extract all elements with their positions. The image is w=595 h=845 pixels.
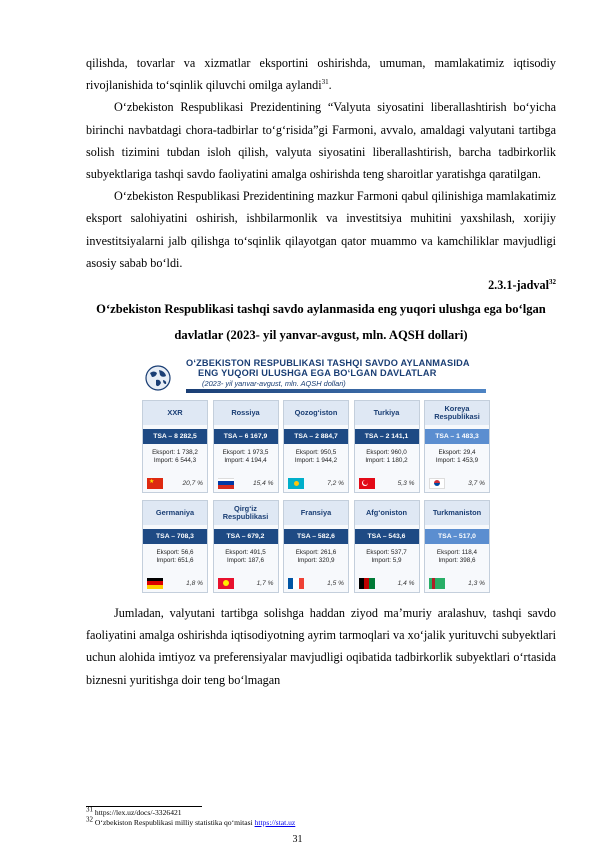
title-underline [186,389,486,393]
export-import [214,549,278,565]
export-value: Eksport: 56,6 [156,549,194,557]
import-value: Import: 398,6 [438,557,476,565]
trade-turnover: TSA – 582,6 [284,529,348,544]
country-grid [142,400,490,593]
trade-turnover: TSA – 679,2 [214,529,278,544]
country-card [354,500,420,593]
export-value: Eksport: 960,0 [366,449,407,457]
import-value: Import: 4 194,4 [224,457,267,465]
footnote-ref-32[interactable]: 32 [549,277,556,286]
infographic-header [142,356,490,394]
share-percent: 1,5 % [327,579,344,587]
import-value: Import: 187,6 [226,557,265,565]
trade-turnover: TSA – 543,6 [355,529,419,544]
turkmenistan-flag-icon [429,578,445,589]
country-name: Qozog‘iston [284,401,348,425]
share-percent: 1,3 % [468,579,485,587]
stat-uz-link[interactable]: https://stat.uz [254,818,296,827]
country-name: XXR [143,401,207,425]
export-value: Eksport: 491,5 [225,549,266,557]
paragraph-1: qilishda, tovarlar va xizmatlar eksportini oshirishda, umuman, mamlakatimiz iqtisodiy rivojlanishida to‘sqinlik qiluvchi omilga aylandi$^{31}$. [86,56,556,93]
paragraph-2: O‘zbekiston Respublikasi Prezidentining “Valyuta siyosatini liberallashtirish bo‘yicha birinchi navbatdagi chora-tadbirlar to‘g‘risida”gi Farmoni, avvalo, amaldagi valyutani tartibga solish tizimini tubdan isloh qilish, valyuta siyosatini liberallashtirish, barcha tadbirkorlik subyektlariga tashqi savdo faoliyatini amalga oshirishda teng sharoitlar yaratishga qaratilgan. [86,100,556,182]
trade-turnover: TSA – 1 483,3 [425,429,489,444]
card-footer [425,474,489,492]
import-value: Import: 5,9 [371,557,402,565]
share-percent: 15,4 % [252,479,274,487]
export-import [355,549,419,565]
korea-flag-icon [429,478,445,489]
share-percent: 1,7 % [256,579,274,587]
share-percent: 7,2 % [327,479,344,487]
footnote-ref-31[interactable]: 31 [321,78,329,87]
export-value: Eksport: 537,7 [366,549,407,557]
export-import [355,449,419,465]
country-card [142,400,208,493]
footnote-32: $^{32}$ O‘zbekiston Respublikasi milliy statistika qo‘mitasi https://stat.uz [86,815,296,827]
export-import [214,449,278,465]
table-reference: 2.3.1-jadval$^{32}$ [488,277,556,293]
country-card [213,500,279,593]
trade-turnover: TSA – 8 282,5 [143,429,207,444]
card-footer [143,474,207,492]
afghanistan-flag-icon [359,578,375,589]
country-name: Afg‘oniston [355,501,419,525]
country-card [283,500,349,593]
russia-flag-icon [218,478,234,489]
share-percent: 1,4 % [397,579,415,587]
export-value: Eksport: 1 973,5 [222,449,269,457]
paragraph-4: Jumladan, valyutani tartibga solishga haddan ziyod ma’muriy aralashuv, tashqi savdo faoliyatini amalga oshirishda iqtisodiyotning ayrim tarmoqlari va xo‘jalik yurituvchi subyektlari uchun alohida imtiyoz va preferensiyalar mavjudligi oqibatida tadbirkorlik subyektlari o‘rtasida biznesni yuritishga doir teng bo‘lmagan [86,606,556,687]
country-card [424,500,490,593]
page-number: 31 [292,834,303,845]
country-name: Turkiya [355,401,419,425]
import-value: Import: 1 180,2 [365,457,408,465]
country-card [424,400,490,493]
export-import [284,549,348,565]
country-name: Rossiya [214,401,278,425]
export-import [425,449,489,465]
export-value: Eksport: 950,5 [295,449,337,457]
import-value: Import: 1 944,2 [294,457,338,465]
card-footer [143,574,207,592]
country-name: Turkmaniston [425,501,489,525]
table-title: O‘zbekiston Respublikasi tashqi savdo aylanmasida eng yuqori ulushga ega bo‘lgan davlatlar (2023- yil yanvar-avgust, mln. AQSH dollari) [96,302,546,343]
card-footer [284,574,348,592]
trade-turnover: TSA – 708,3 [143,529,207,544]
germany-flag-icon [147,578,163,589]
export-import [284,449,348,465]
france-flag-icon [288,578,304,589]
export-import [425,549,489,565]
export-import [143,449,207,465]
trade-turnover: TSA – 6 167,9 [214,429,278,444]
country-card [213,400,279,493]
paragraph-3: O‘zbekiston Respublikasi Prezidentining mazkur Farmoni qabul qilinishiga mamlakatimiz eksport salohiyatini oshirish, ishbilarmonlik va investitsiya muhitini yaxshilash, xorijiy investitsiyalarni jalb qilishga to‘sqinlik qilayotgan qator muammo va kamchiliklar mavjudligi asosiy sabab bo‘ldi. [86,189,556,270]
share-percent: 1,8 % [186,579,203,587]
trade-infographic [142,356,490,592]
export-value: Eksport: 261,6 [295,549,337,557]
country-name: Qirg‘iz Respublikasi [214,501,278,525]
trade-turnover: TSA – 517,0 [425,529,489,544]
share-percent: 5,3 % [397,479,415,487]
share-percent: 3,7 % [468,479,485,487]
card-footer [284,474,348,492]
card-footer [355,474,419,492]
card-footer [214,474,278,492]
country-card [142,500,208,593]
import-value: Import: 6 544,3 [153,457,197,465]
country-name: Koreya Respublikasi [425,401,489,425]
globe-icon [144,364,172,392]
import-value: Import: 1 453,9 [435,457,479,465]
footnote-31: $^{31}$ https://lex.uz/docs/-3326421 [86,805,182,817]
country-name: Germaniya [143,501,207,525]
export-import [143,549,207,565]
import-value: Import: 320,9 [297,557,335,565]
trade-turnover: TSA – 2 141,1 [355,429,419,444]
export-value: Eksport: 29,4 [438,449,476,457]
footnote-separator [86,806,202,807]
infographic-subtitle: (2023- yil yanvar-avgust, mln. AQSH dollari) [202,379,346,389]
export-value: Eksport: 118,4 [436,549,478,557]
share-percent: 20,7 % [182,479,203,487]
export-value: Eksport: 1 738,2 [152,449,198,457]
country-card [354,400,420,493]
document-page [86,52,556,691]
kyrgyzstan-flag-icon [218,578,234,589]
turkey-flag-icon [359,478,375,489]
card-footer [214,574,278,592]
kazakhstan-flag-icon [288,478,304,489]
infographic-title: O‘ZBEKISTON RESPUBLIKASI TASHQI SAVDO AYLANMASIDA ENG YUQORI ULUSHGA EGA BO‘LGAN DAVLATLAR [186,358,470,379]
card-footer [425,574,489,592]
trade-turnover: TSA – 2 884,7 [284,429,348,444]
country-card [283,400,349,493]
card-footer [355,574,419,592]
china-flag-icon: ★ [147,478,163,489]
country-name: Fransiya [284,501,348,525]
import-value: Import: 651,6 [156,557,194,565]
